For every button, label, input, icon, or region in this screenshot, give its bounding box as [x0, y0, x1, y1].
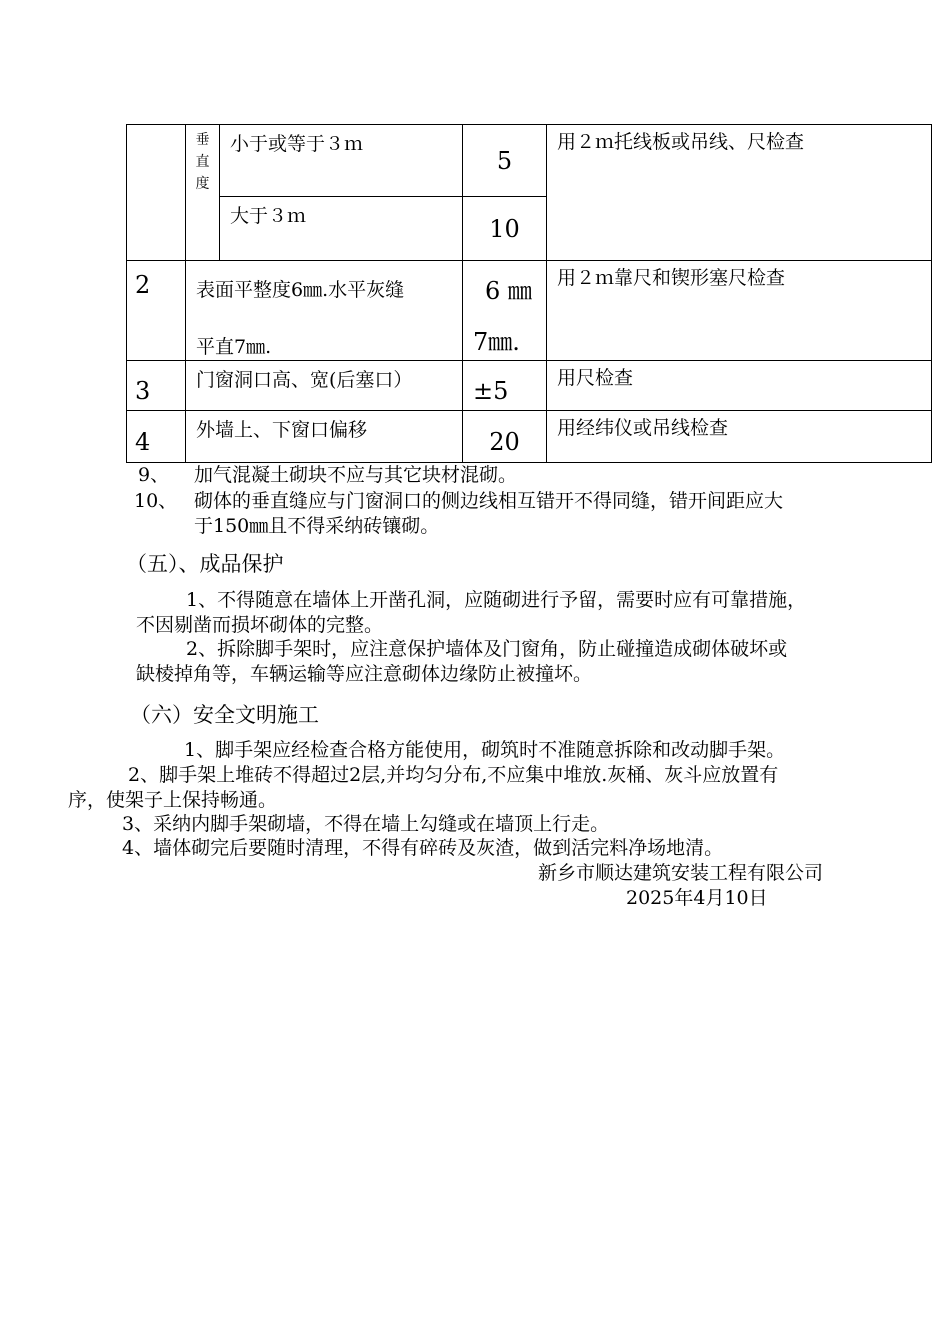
row-number-cell	[127, 261, 186, 361]
method-text: 用经纬仪或吊线检查	[557, 417, 729, 439]
item-text: 门窗洞口高、宽(后塞口）	[196, 369, 413, 391]
row-number: 3	[135, 376, 151, 405]
section-heading: （六）安全文明施工	[130, 703, 319, 727]
sub-item-cell	[220, 125, 463, 197]
row-number: 2	[135, 271, 151, 299]
vertical-label-cell	[186, 125, 220, 261]
row-number: 4	[135, 427, 151, 456]
item-cell	[186, 261, 463, 361]
paragraph-text: 缺棱掉角等，车辆运输等应注意砌体边缘防止被撞坏。	[136, 663, 593, 685]
paragraph-text: 3、采纳内脚手架砌墙，不得在墙上勾缝或在墙顶上行走。	[122, 813, 610, 835]
paragraph-text: 1、不得随意在墙体上开凿孔洞，应随砌进行予留，需要时应有可靠措施，	[186, 589, 807, 611]
sub-item-text: 大于３ｍ	[230, 205, 307, 227]
paragraph-text: 不因剔凿而损坏砌体的完整。	[136, 614, 384, 636]
vertical-label-char: 垂	[195, 132, 210, 148]
list-item-text: 砌体的垂直缝应与门窗洞口的侧边线相互错开不得同缝，错开间距应大	[194, 490, 784, 512]
tolerance-value: 5	[496, 146, 513, 175]
tolerance-value: 6 ㎜	[485, 277, 532, 305]
row-number-cell	[127, 411, 186, 463]
method-cell	[547, 361, 932, 411]
item-text: 表面平整度6㎜.水平灰缝	[196, 279, 405, 301]
vertical-label-char: 直	[195, 154, 210, 170]
tolerance-value: 10	[489, 214, 520, 243]
list-item-number: 9、	[138, 464, 170, 486]
paragraph-text: 1、脚手架应经检查合格方能使用，砌筑时不准随意拆除和改动脚手架。	[184, 739, 786, 761]
document-date: 2025年4月10日	[626, 887, 768, 909]
vertical-label-char: 度	[195, 176, 210, 192]
method-text: 用２ｍ靠尺和锲形塞尺检查	[557, 267, 786, 289]
tolerance-value: 7㎜.	[473, 328, 520, 356]
sub-item-cell	[220, 197, 463, 261]
paragraph-text: 2、拆除脚手架时，应注意保护墙体及门窗角，防止碰撞造成砌体破坏或	[186, 638, 788, 660]
table-row	[127, 125, 932, 197]
tolerance-table	[126, 124, 932, 463]
method-cell	[547, 411, 932, 463]
row-number-cell	[127, 125, 186, 261]
item-text: 平直7㎜.	[196, 336, 272, 358]
method-cell	[547, 261, 932, 361]
sub-item-text: 小于或等于３ｍ	[230, 133, 364, 155]
paragraph-text: 序，使架子上保持畅通。	[68, 789, 278, 811]
paragraph-text: 4、墙体砌完后要随时清理，不得有碎砖及灰渣，做到活完料净场地清。	[122, 837, 724, 859]
list-item-text: 于150㎜且不得采纳砖镶砌。	[194, 515, 440, 537]
item-cell	[186, 361, 463, 411]
company-name: 新乡市顺达建筑安装工程有限公司	[538, 862, 824, 884]
row-number-cell	[127, 361, 186, 411]
section-heading: （五）、成品保护	[126, 552, 284, 576]
table-row	[127, 411, 932, 463]
list-item-number: 10、	[134, 490, 178, 512]
paragraph-text: 2、脚手架上堆砖不得超过2层,并均匀分布,不应集中堆放.灰桶、灰斗应放置有	[128, 764, 779, 786]
tolerance-value-cell	[463, 361, 547, 411]
tolerance-value-cell	[463, 197, 547, 261]
tolerance-value: ±5	[473, 376, 509, 405]
item-cell	[186, 411, 463, 463]
method-text: 用尺检查	[557, 367, 634, 389]
tolerance-value-cell	[463, 261, 547, 361]
tolerance-value: 20	[489, 427, 520, 456]
method-cell	[547, 125, 932, 261]
method-text: 用２ｍ托线板或吊线、尺检查	[557, 131, 805, 153]
table-row	[127, 361, 932, 411]
list-item-text: 加气混凝土砌块不应与其它块材混砌。	[194, 464, 518, 486]
table-row	[127, 261, 932, 361]
tolerance-value-cell	[463, 125, 547, 197]
item-text: 外墙上、下窗口偏移	[196, 419, 368, 441]
tolerance-value-cell	[463, 411, 547, 463]
